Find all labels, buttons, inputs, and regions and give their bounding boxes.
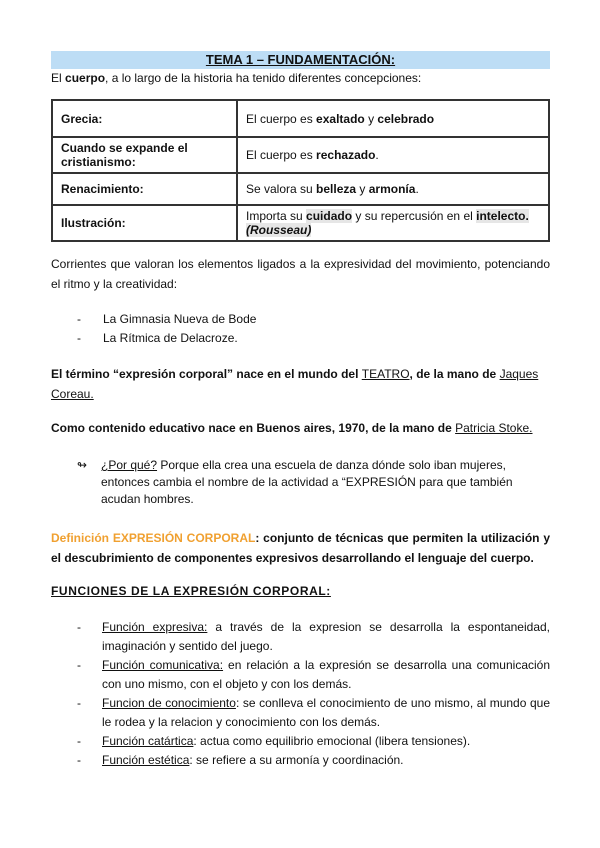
era-cell: Ilustración: [52,205,237,241]
conception-cell: El cuerpo es exaltado y celebrado [237,100,549,137]
funciones-heading: FUNCIONES DE LA EXPRESIÓN CORPORAL: [51,584,331,598]
list-item: - Función estética: se refiere a su armonía y coordinación. [77,751,550,770]
hand-pointer-icon: ↬ [77,458,88,472]
table-row [52,137,549,173]
funciones-list [77,618,550,770]
list-item: - Función catártica: actua como equilibrio emocional (libera tensiones). [77,732,550,751]
conceptions-table [51,99,550,242]
termino-paragraph: El término “expresión corporal” nace en el mundo del TEATRO, de la mano de Jaques Coreau. [51,367,539,401]
list-item: - La Gimnasia Nueva de Bode [77,310,256,329]
stoke-link: Patricia Stoke. [455,421,533,435]
porque-note: ↬ ¿Por qué? Porque ella crea una escuela de danza dónde solo iban mujeres, entonces cambia el nombre de la actividad a “EXPRESIÓN para que también acudan hombres. [77,458,513,506]
list-item: - Función comunicativa: en relación a la expresión se desarrolla una comunicación con uno mismo, con el objeto y con los demás. [77,656,550,694]
table-row [52,173,549,205]
teatro-link: TEATRO [361,367,410,381]
table-row [52,100,549,137]
corrientes-paragraph: Corrientes que valoran los elementos ligados a la expresividad del movimiento, potenciando el ritmo y la creatividad: [51,257,550,291]
corrientes-list [77,310,256,348]
conception-cell: Se valora su belleza y armonía. [237,173,549,205]
definicion-paragraph: Definición EXPRESIÓN CORPORAL: conjunto de técnicas que permiten la utilización y el descubrimiento de componentes expresivos desarrollando el lenguaje del cuerpo. [51,531,550,565]
coreau-link: Jaques Coreau. [51,367,539,401]
table-row [52,205,549,241]
list-item: - Funcion de conocimiento: se conlleva el conocimiento de uno mismo, al mundo que le rodea y la relacion y conocimiento con los demás. [77,694,550,732]
contenido-paragraph: Como contenido educativo nace en Buenos aires, 1970, de la mano de Patricia Stoke. [51,421,533,435]
page-title: TEMA 1 – FUNDAMENTACIÓN: [51,51,550,69]
conception-cell: Importa su cuidado y su repercusión en el intelecto. (Rousseau) [237,205,549,241]
intro-line: El cuerpo, a lo largo de la historia ha tenido diferentes concepciones: [51,71,422,85]
era-cell: Grecia: [52,100,237,137]
list-item: - Función expresiva: a través de la expresion se desarrolla la espontaneidad, imaginación y sentido del juego. [77,618,550,656]
conception-cell: El cuerpo es rechazado. [237,137,549,173]
era-cell: Renacimiento: [52,173,237,205]
list-item: - La Rítmica de Delacroze. [77,329,256,348]
era-cell: Cuando se expande el cristianismo: [52,137,237,173]
